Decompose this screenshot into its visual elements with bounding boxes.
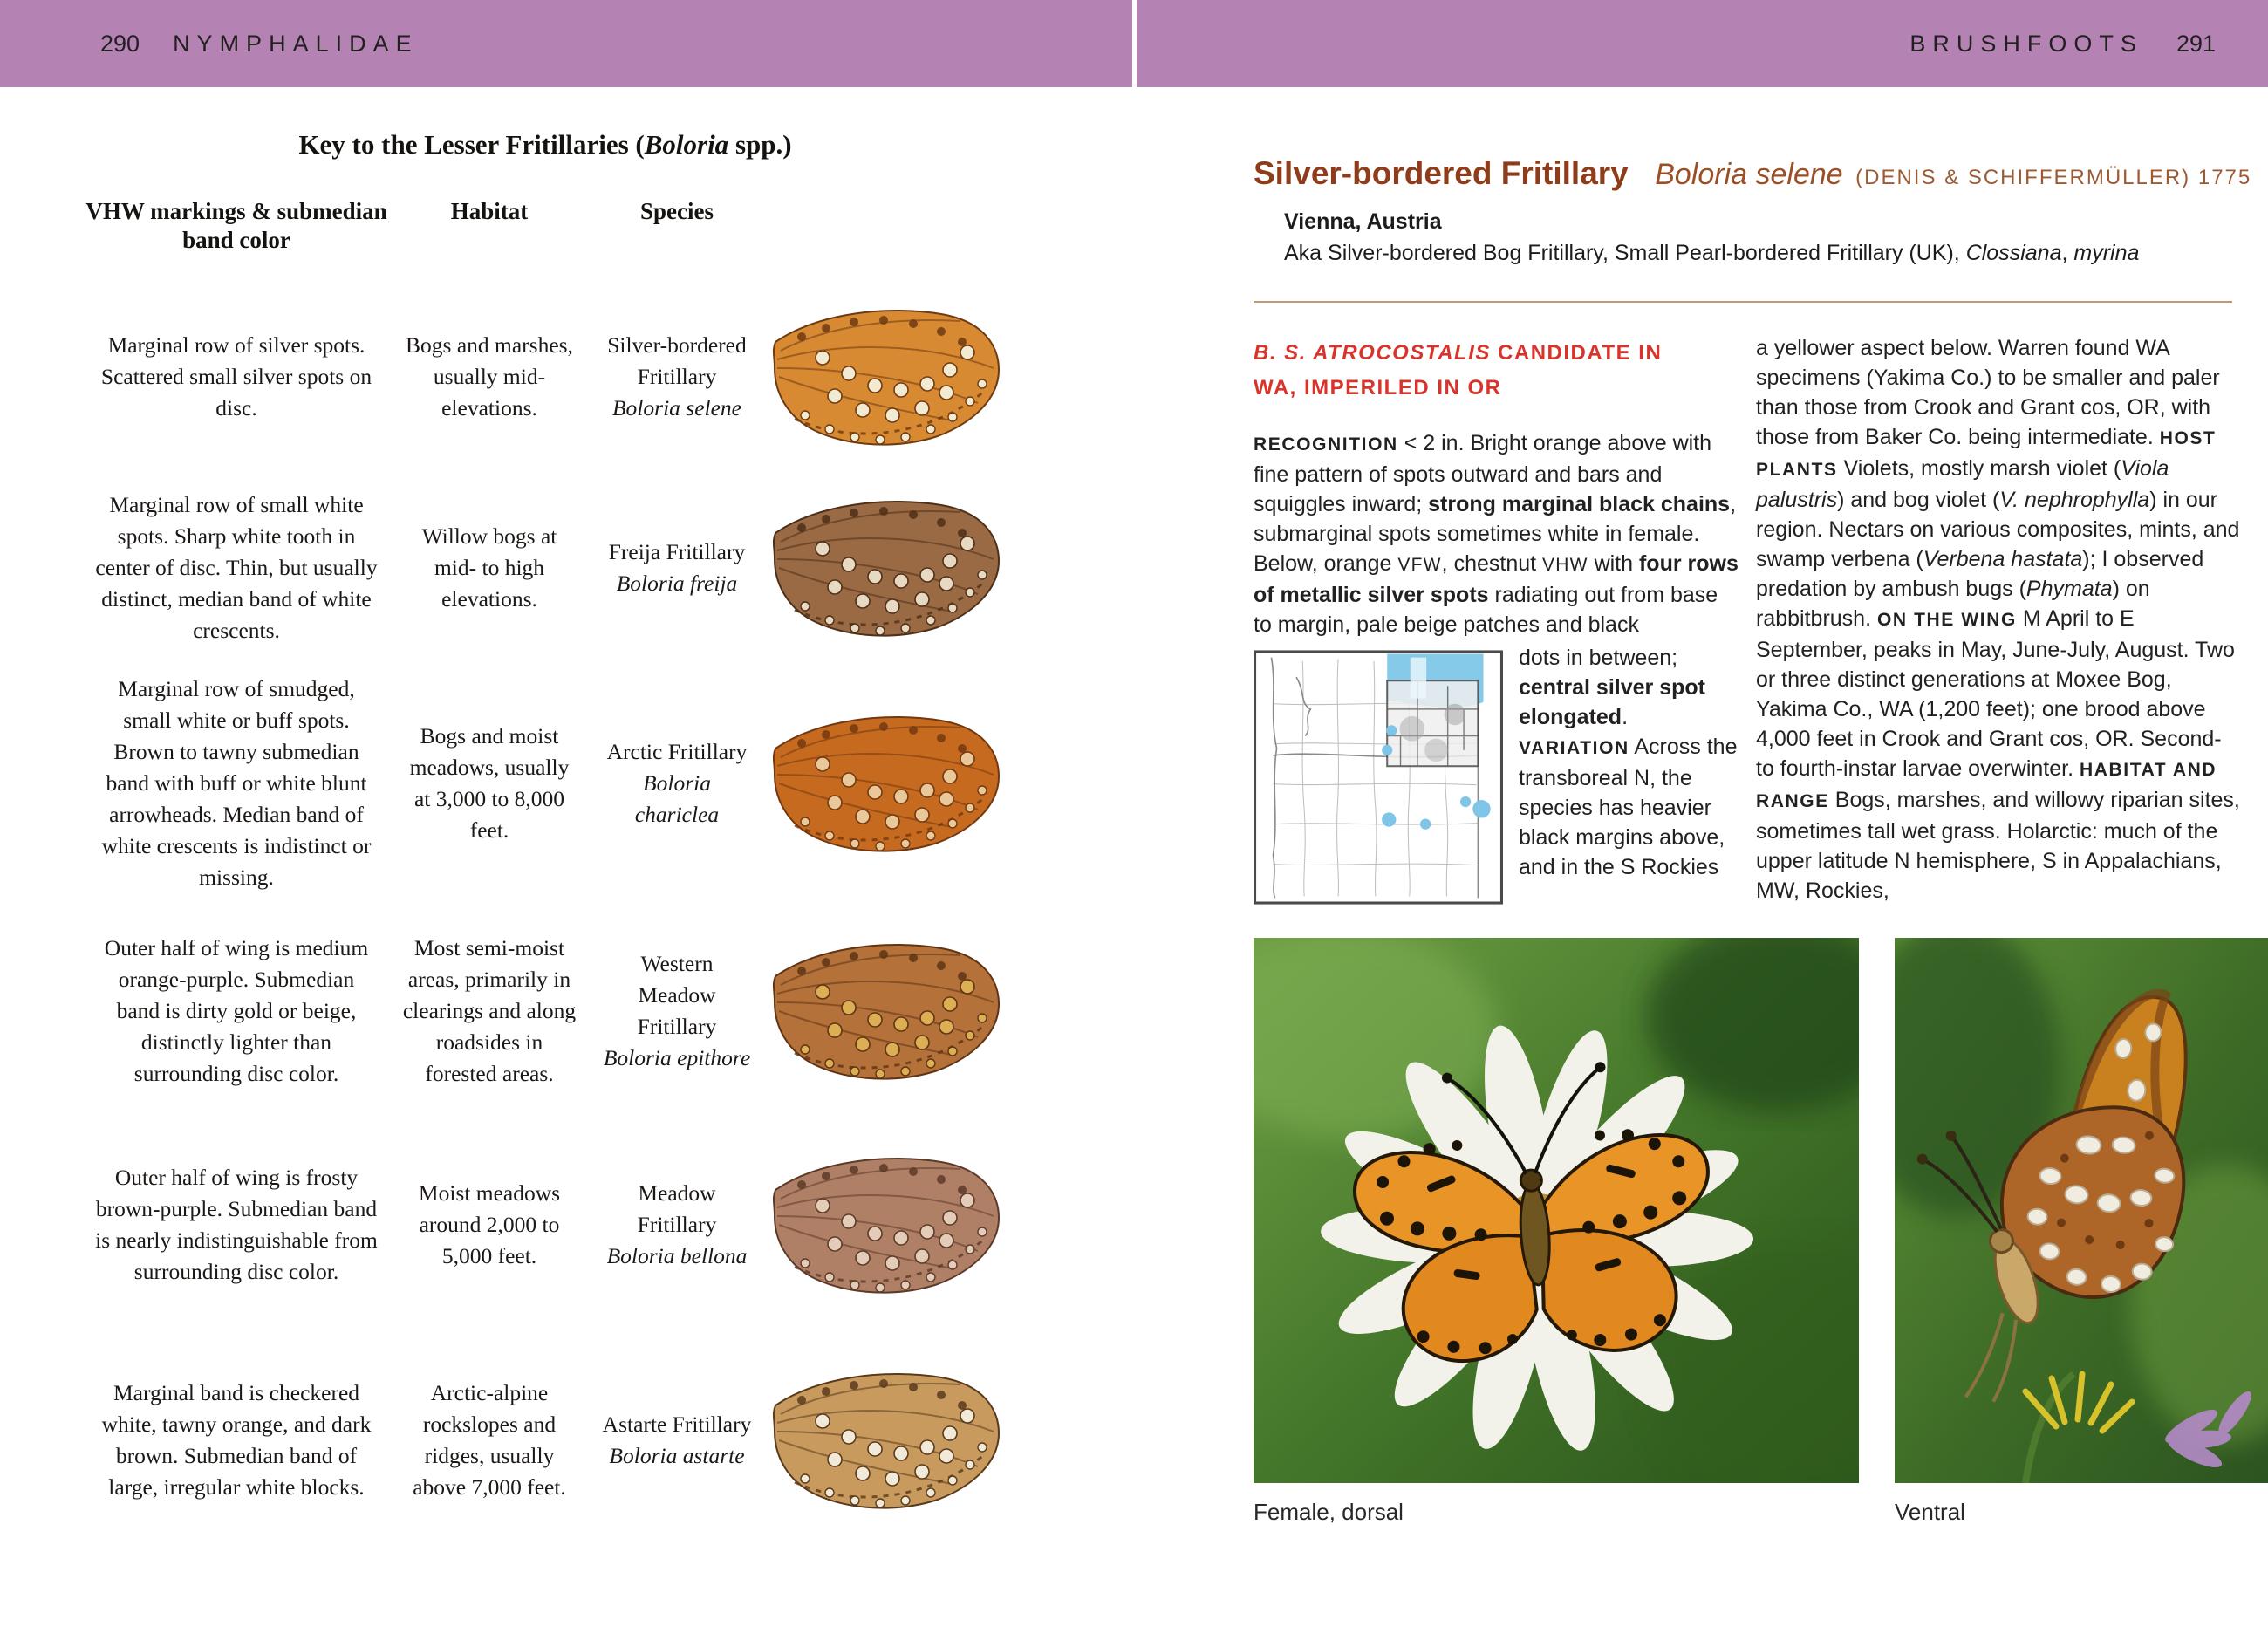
markings-cell: Outer half of wing is medium orange-purple. Submedian band is dirty gold or beige, distinctly lighter than surrounding disc color. xyxy=(104,935,369,1086)
habitat-cell: Moist meadows around 2,000 to 5,000 feet. xyxy=(418,1180,561,1268)
species-cell xyxy=(589,330,765,424)
butterfly-on-daisy-photo xyxy=(1254,938,1859,1483)
key-row-silver-bordered xyxy=(83,284,1009,469)
species-cell xyxy=(589,1409,765,1472)
page-header-band xyxy=(0,0,2268,87)
markings-cell: Marginal band is checkered white, tawny orange, and dark brown. Submedian band of large, irregular white blocks. xyxy=(101,1380,372,1500)
right-page xyxy=(1134,87,2268,1627)
left-section-title: NYMPHALIDAE xyxy=(173,30,419,57)
species-common-name: Western Meadow Fritillary xyxy=(637,951,717,1039)
aka-line: Aka Silver-bordered Bog Fritillary, Small Pearl-bordered Fritillary (UK), Clossiana, myrina xyxy=(1284,241,2140,265)
species-scientific-name: Boloria astarte xyxy=(609,1443,745,1468)
key-row-freija xyxy=(83,469,1009,667)
markings-cell: Marginal row of smudged, small white or buff spots. Brown to tawny submedian band with buff or white blunt arrowheads. Median band of white crescents is indistinct or missing. xyxy=(101,676,372,890)
conservation-status: B. S. ATROCOSTALIS CANDIDATE IN WA, IMPERILED IN OR xyxy=(1254,341,1663,400)
wing-photo-astarte xyxy=(769,1371,1006,1510)
photo-female-dorsal xyxy=(1254,938,1859,1526)
recognition-wrapped-text: dots in between; central silver spot elongated. VARIATION Across the transboreal N, the species has heavier black margins above, and in the S Rockies xyxy=(1519,646,1738,879)
habitat-cell: Bogs and moist meadows, usually at 3,000 to 8,000 feet. xyxy=(409,723,570,843)
species-authority: (DENIS & SCHIFFERMÜLLER) 1775 xyxy=(1855,166,2252,189)
species-scientific-name: Boloria bellona xyxy=(606,1243,748,1268)
species-common-name: Astarte Fritillary xyxy=(602,1412,752,1437)
habitat-cell: Willow bogs at mid- to high elevations. xyxy=(421,523,557,612)
photo-ventral xyxy=(1895,938,2268,1526)
species-cell xyxy=(589,537,765,599)
column-header-species: Species xyxy=(640,198,714,224)
markings-cell: Marginal row of silver spots. Scattered small silver spots on disc. xyxy=(100,332,372,420)
left-page xyxy=(0,87,1134,1627)
habitat-cell: Arctic-alpine rockslopes and ridges, usually above 7,000 feet. xyxy=(413,1380,566,1500)
account-column-2: a yellower aspect below. Warren found WA specimens (Yakima Co.) to be smaller and paler than those from Crook and Grant cos, OR, with those from Baker Co. being intermediate. HOST PLANTS Violets, mostly marsh violet (Viola palustris) and bog violet (V. nephrophylla) in our region. Nectars on various composites, mints, and swamp verbena (Verbena hastata); I observed predation by ambush bugs (Phymata) on rabbitbrush. ON THE WING M April to E September, peaks in May, June-July, August. Two or three distinct generations at Moxee Bog, Yakima Co., WA (1,200 feet); one brood above 4,000 feet in Crook and Grant cos, OR. Second- to fourth-instar larvae overwinter. HABITAT AND RANGE Bogs, marshes, and willowy riparian sites, sometimes tall wet grass. Holarctic: much of the upper latitude N hemisphere, S in Appalachians, MW, Rockies, xyxy=(1756,336,2240,903)
key-row-western-meadow xyxy=(83,900,1009,1122)
wing-photo-freija xyxy=(769,498,1006,638)
key-title: Key to the Lesser Fritillaries (Boloria spp.) xyxy=(298,129,792,160)
species-cell xyxy=(589,1178,765,1272)
left-page-number: 290 xyxy=(100,30,140,57)
species-scientific-name: Boloria freija xyxy=(616,571,738,596)
wing-photo-western-meadow xyxy=(769,941,1006,1081)
range-map xyxy=(1254,650,1503,905)
figure-caption: Ventral xyxy=(1895,1499,1965,1525)
key-row-arctic xyxy=(83,667,1009,900)
wing-photo-silver-bordered xyxy=(769,307,1006,447)
key-row-astarte xyxy=(83,1328,1009,1553)
species-heading xyxy=(1254,155,2265,192)
species-scientific-name: Boloria selene xyxy=(611,395,741,420)
markings-cell: Marginal row of small white spots. Sharp white tooth in center of disc. Thin, but usually distinct, median band of white crescents. xyxy=(95,492,378,643)
map-wrap-block xyxy=(1254,643,1739,882)
column-header-habitat: Habitat xyxy=(450,198,529,224)
right-section-title: BRUSHFOOTS xyxy=(1909,30,2143,57)
type-locality: Vienna, Austria xyxy=(1284,209,1442,234)
key-table xyxy=(83,190,1009,1553)
species-scientific-name: Boloria chariclea xyxy=(634,770,720,827)
column-header-markings: VHW markings & submedian band color xyxy=(85,198,387,253)
habitat-cell: Most semi-moist areas, primarily in clearings and along roadsides in forested areas. xyxy=(402,935,577,1086)
species-common-name: Freija Fritillary xyxy=(608,539,746,564)
species-common-name: Arctic Fritillary xyxy=(606,739,748,764)
markings-cell: Outer half of wing is frosty brown-purple. Submedian band is nearly indistinguishable from surrounding disc color. xyxy=(95,1165,378,1284)
wing-photo-meadow xyxy=(769,1155,1006,1295)
recognition-paragraph: RECOGNITION < 2 in. Bright orange above with fine pattern of spots outward and bars and squiggles inward; strong marginal black chains, submarginal spots sometimes white in female. Below, orange VFW, chestnut VHW with four rows of metallic silver spots radiating out from base to margin, pale beige patches and black xyxy=(1254,431,1739,637)
figure-caption: Female, dorsal xyxy=(1254,1499,1404,1525)
account-column-1 xyxy=(1254,336,1739,910)
wing-photo-arctic xyxy=(769,714,1006,853)
species-scientific-heading: Boloria selene xyxy=(1655,158,1843,191)
species-common-name: Meadow Fritillary xyxy=(637,1180,717,1237)
butterfly-ventral-photo xyxy=(1895,938,2268,1483)
species-common-heading: Silver-bordered Fritillary xyxy=(1254,155,1629,191)
species-cell xyxy=(589,948,765,1074)
heading-rule xyxy=(1254,301,2232,303)
key-row-meadow xyxy=(83,1122,1009,1328)
species-common-name: Silver-bordered Fritillary xyxy=(607,332,747,389)
right-page-number: 291 xyxy=(2176,30,2216,57)
species-scientific-name: Boloria epithore xyxy=(603,1045,751,1070)
key-table-header-row xyxy=(83,190,1009,284)
species-cell xyxy=(589,736,765,831)
habitat-cell: Bogs and marshes, usually mid-elevations. xyxy=(406,332,573,420)
page-gutter xyxy=(1132,0,1137,87)
